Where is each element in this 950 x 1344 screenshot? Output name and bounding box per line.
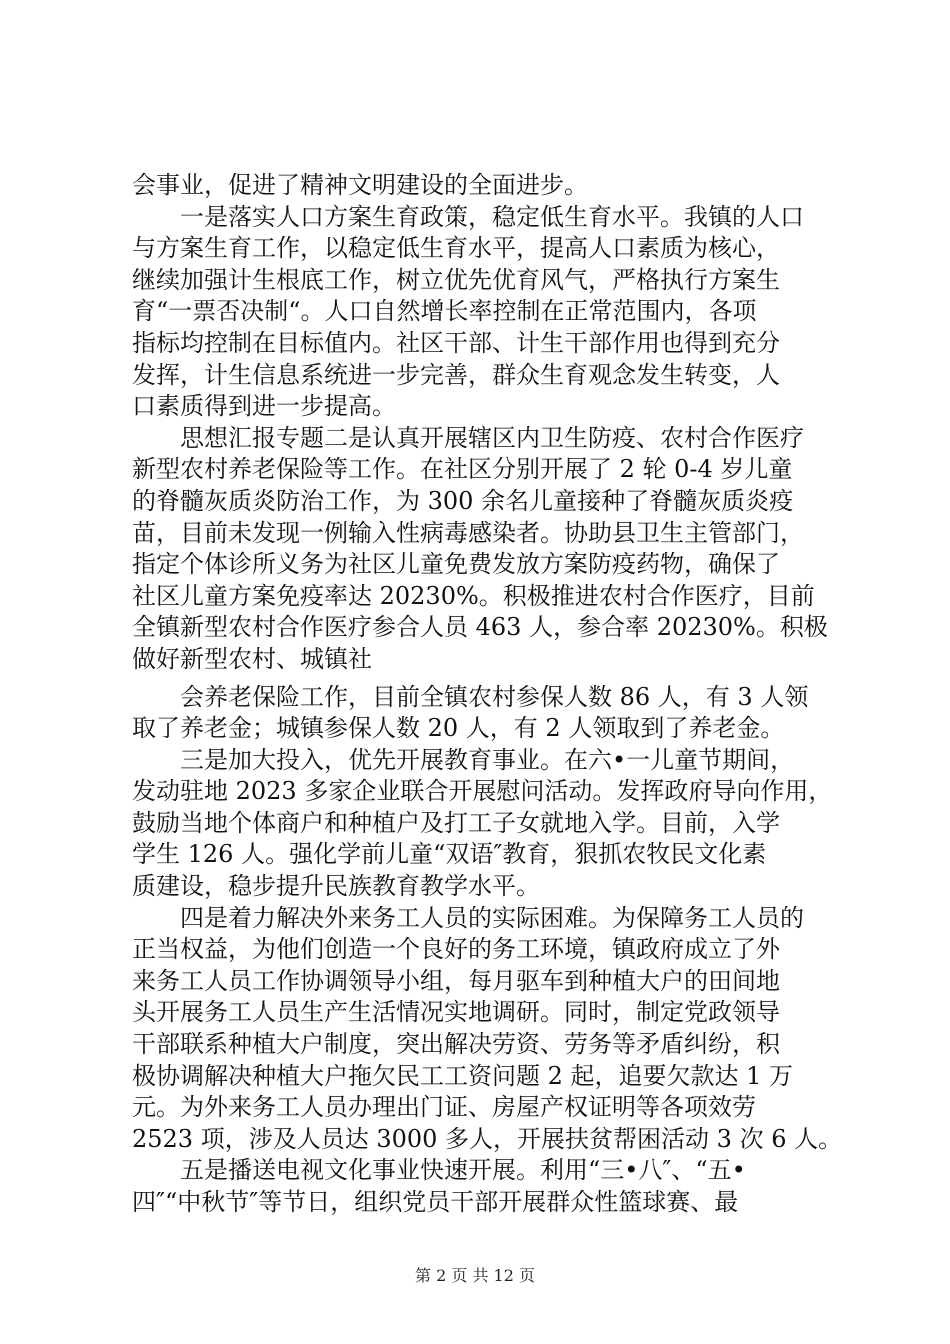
page-footer: 第 2 页 共 12 页 [415, 1266, 535, 1285]
text-line: 指定个体诊所义务为社区儿童免费发放方案防疫药物，确保了 [132, 550, 780, 579]
text-line: 指标均控制在目标值内。社区干部、计生干部作用也得到充分 [132, 328, 780, 357]
paragraph-start-line: 三是加大投入，优先开展教育事业。在六•一儿童节期间， [180, 745, 795, 774]
text-line: 与方案生育工作，以稳定低生育水平，提高人口素质为核心， [132, 234, 780, 263]
text-line: 发动驻地 2023 多家企业联合开展慰问活动。发挥政府导向作用， [132, 777, 833, 806]
text-line: 正当权益，为他们创造一个良好的务工环境，镇政府成立了外 [132, 935, 780, 964]
text-line: 发挥，计生信息系统进一步完善，群众生育观念发生转变，人 [132, 360, 780, 389]
text-line: 口素质得到进一步提高。 [132, 392, 396, 421]
text-line: 元。为外来务工人员办理出门证、房屋产权证明等各项效劳 [132, 1093, 756, 1122]
text-line: 育“一票否决制“。人口自然增长率控制在正常范围内，各项 [132, 297, 757, 326]
text-line: 做好新型农村、城镇社 [132, 644, 372, 673]
text-line: 头开展务工人员生产生活情况实地调研。同时，制定党政领导 [132, 998, 780, 1027]
text-line: 会事业，促进了精神文明建设的全面进步。 [132, 171, 588, 199]
text-line: 继续加强计生根底工作，树立优先优育风气，严格执行方案生 [132, 265, 780, 294]
text-line: 新型农村养老保险等工作。在社区分别开展了 2 轮 0-4 岁儿童 [132, 455, 793, 484]
text-line: 极协调解决种植大户拖欠民工工资问题 2 起，追要欠款达 1 万 [132, 1061, 794, 1090]
text-line: 学生 126 人。强化学前儿童“双语″教育，狠抓农牧民文化素 [132, 840, 767, 869]
text-line: 四″“中秋节″等节日，组织党员干部开展群众性篮球赛、最 [132, 1188, 739, 1216]
paragraph-start-line: 五是播送电视文化事业快速开展。利用“三•八″、“五• [180, 1156, 746, 1185]
text-line: 取了养老金；城镇参保人数 20 人，有 2 人领取到了养老金。 [132, 714, 785, 743]
text-line: 社区儿童方案免疫率达 20230%。积极推进农村合作医疗，目前 [132, 581, 815, 610]
text-line: 干部联系种植大户制度，突出解决劳资、劳务等矛盾纠纷，积 [132, 1030, 780, 1059]
paragraph-start-line: 四是着力解决外来务工人员的实际困难。为保障务工人员的 [180, 903, 804, 932]
text-line: 2523 项，涉及人员达 3000 多人，开展扶贫帮困活动 3 次 6 人。 [132, 1124, 843, 1153]
text-line: 的脊髓灰质炎防治工作，为 300 余名儿童接种了脊髓灰质炎疫 [132, 486, 794, 515]
text-line: 来务工人员工作协调领导小组，每月驱车到种植大户的田间地 [132, 966, 780, 995]
text-line: 全镇新型农村合作医疗参合人员 463 人，参合率 20230%。积极 [132, 613, 828, 642]
document-body [132, 170, 843, 1219]
text-line: 鼓励当地个体商户和种植户及打工子女就地入学。目前，入学 [132, 808, 780, 837]
text-line: 苗，目前未发现一例输入性病毒感染者。协助县卫生主管部门， [132, 518, 804, 547]
text-line: 质建设，稳步提升民族教育教学水平。 [132, 872, 540, 901]
paragraph-start-line: 一是落实人口方案生育政策，稳定低生育水平。我镇的人口 [180, 202, 804, 231]
paragraph-start-line: 会养老保险工作，目前全镇农村参保人数 86 人，有 3 人领 [180, 682, 809, 711]
paragraph-start-line: 思想汇报专题二是认真开展辖区内卫生防疫、农村合作医疗 [180, 423, 804, 452]
